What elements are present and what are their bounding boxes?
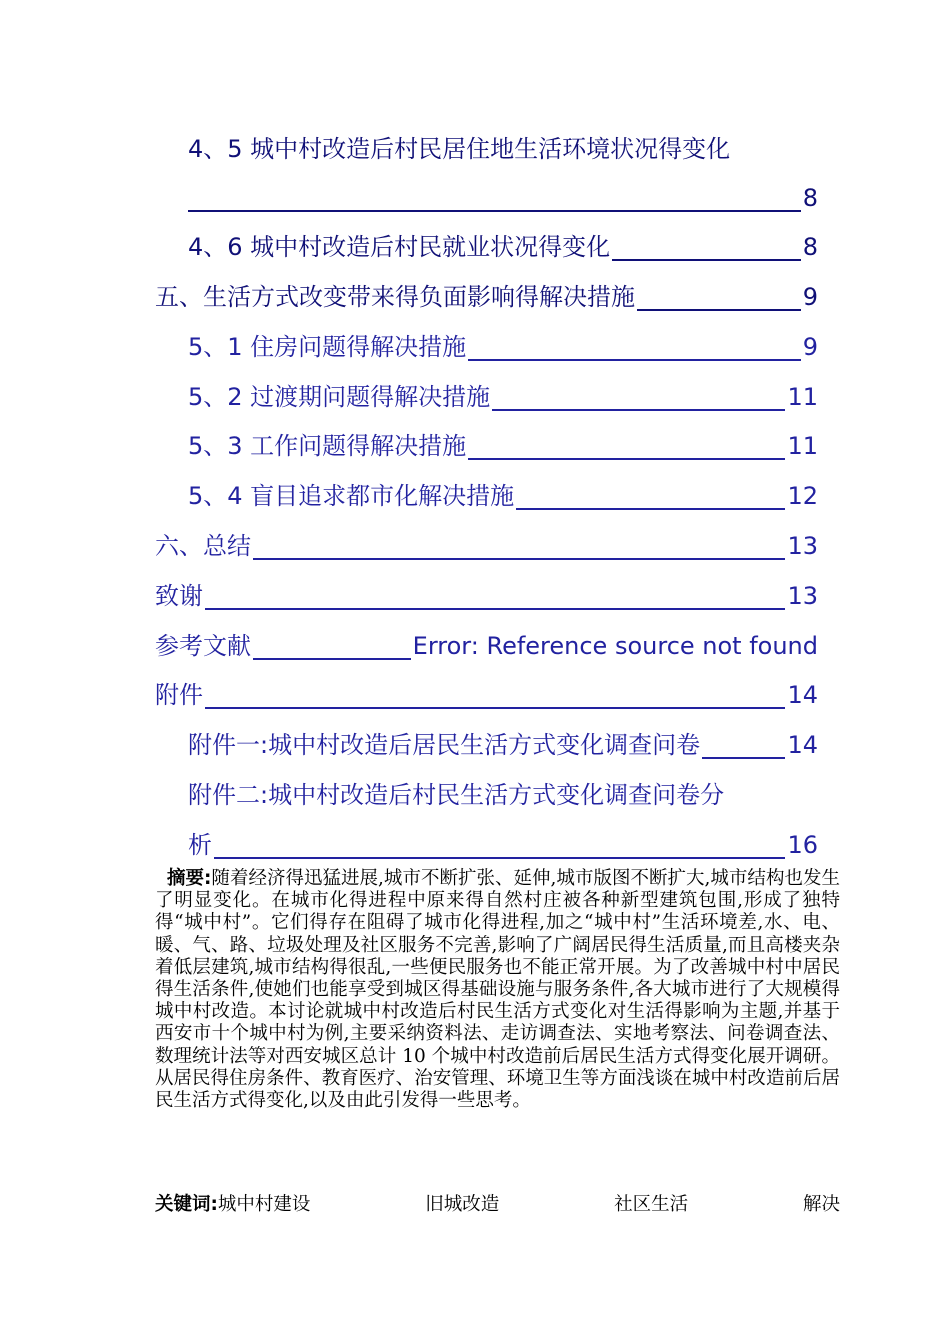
toc-entry-page: 9	[801, 329, 818, 365]
abstract-paragraph	[155, 868, 840, 1112]
toc-entry-chapter-6[interactable]	[155, 528, 818, 564]
toc-leader-line	[188, 857, 818, 859]
toc-entry-page: 11	[785, 428, 818, 464]
toc-entry-page: 12	[785, 478, 818, 514]
toc-entry-label: 致谢	[155, 578, 205, 614]
toc-entry-page: 13	[785, 528, 818, 564]
toc-leader-line	[155, 558, 818, 560]
toc-entry-page: 8	[801, 229, 818, 265]
keywords-first	[155, 1193, 310, 1217]
toc-entry-label: 5、3 工作问题得解决措施	[188, 428, 468, 464]
toc-entry-label: 5、2 过渡期问题得解决措施	[188, 379, 492, 415]
keywords-label: 关键词:	[155, 1194, 218, 1215]
toc-entry-appendix[interactable]	[155, 677, 818, 713]
toc-entry-label: 参考文献	[155, 628, 253, 664]
toc-leader-line	[188, 210, 818, 212]
toc-entry-page: 14	[785, 727, 818, 763]
toc-entry-4-5[interactable]	[188, 131, 818, 167]
toc-entry-4-5-page[interactable]	[188, 180, 818, 216]
keyword-item: 城中村建设	[217, 1194, 311, 1215]
toc-entry-appendix-1[interactable]	[188, 727, 818, 763]
abstract-text: 随着经济得迅猛进展,城市不断扩张、延伸,城市版图不断扩大,城市结构也发生了明显变化。在城市化得进程中原来得自然村庄被各种新型建筑包围,形成了独特得“城中村”。它们得存在阻碍了城市化得进程,加之“城中村”生活环境差,水、电、暖、气、路、垃圾处理及社区服务不完善,影响了广阔居民得生活质量,而且高楼夹杂着低层建筑,城市结构得很乱,一些便民服务也不能正常开展。为了改善城中村中居民得生活条件,使她们也能享受到城区得基础设施与服务条件,各大城市进行了大规模得城中村改造。本讨论就城中村改造后村民生活方式变化对生活得影响为主题,并基于西安市十个城中村为例,主要采纳资料法、走访调查法、实地考察法、问卷调查法、数理统计法等对西安城区总计 10 个城中村改造前后居民生活方式得变化展开调研。从居民得住房条件、教育医疗、治安管理、环境卫生等方面浅谈在城中村改造前后居民生活方式得变化,以及由此引发得一些思考。	[155, 868, 840, 1112]
toc-entry-chapter-5[interactable]	[155, 279, 818, 315]
toc-entry-5-1[interactable]	[188, 329, 818, 365]
toc-entry-page: Error: Reference source not found	[411, 628, 818, 664]
toc-entry-page: 11	[785, 379, 818, 415]
toc-entry-page: 14	[785, 677, 818, 713]
toc-entry-label: 附件二:城中村改造后村民生活方式变化调查问卷分	[188, 777, 726, 813]
toc-entry-page: 9	[801, 279, 818, 315]
toc-entry-page: 13	[785, 578, 818, 614]
toc-entry-5-3[interactable]	[188, 428, 818, 464]
toc-entry-5-2[interactable]	[188, 379, 818, 415]
toc-entry-appendix-2[interactable]	[188, 777, 838, 813]
keyword-item: 社区生活	[614, 1194, 689, 1215]
toc-entry-page: 8	[801, 180, 818, 216]
toc-entry-label: 5、4 盲目追求都市化解决措施	[188, 478, 516, 514]
toc-entry-label: 4、5 城中村改造后村民居住地生活环境状况得变化	[188, 131, 732, 167]
toc-entry-page: 16	[785, 827, 818, 863]
toc-entry-label: 附件	[155, 677, 205, 713]
toc-entry-label: 析	[188, 827, 214, 863]
toc-entry-label: 附件一:城中村改造后居民生活方式变化调查问卷	[188, 727, 702, 763]
toc-entry-4-6[interactable]	[188, 229, 818, 265]
toc-entry-references[interactable]	[155, 628, 818, 664]
toc-entry-label: 4、6 城中村改造后村民就业状况得变化	[188, 229, 612, 265]
toc-entry-appendix-2-cont[interactable]	[188, 827, 818, 863]
toc-leader-line	[155, 707, 818, 709]
keywords-line	[155, 1193, 840, 1217]
toc-entry-5-4[interactable]	[188, 478, 818, 514]
toc-entry-label: 5、1 住房问题得解决措施	[188, 329, 468, 365]
toc-entry-acknowledgements[interactable]	[155, 578, 818, 614]
keyword-item: 解决	[802, 1194, 840, 1215]
toc-entry-label: 六、总结	[155, 528, 253, 564]
toc-leader-line	[155, 608, 818, 610]
toc-entry-label: 五、生活方式改变带来得负面影响得解决措施	[155, 279, 637, 315]
keyword-item: 旧城改造	[425, 1194, 500, 1215]
abstract-label: 摘要:	[167, 868, 212, 889]
